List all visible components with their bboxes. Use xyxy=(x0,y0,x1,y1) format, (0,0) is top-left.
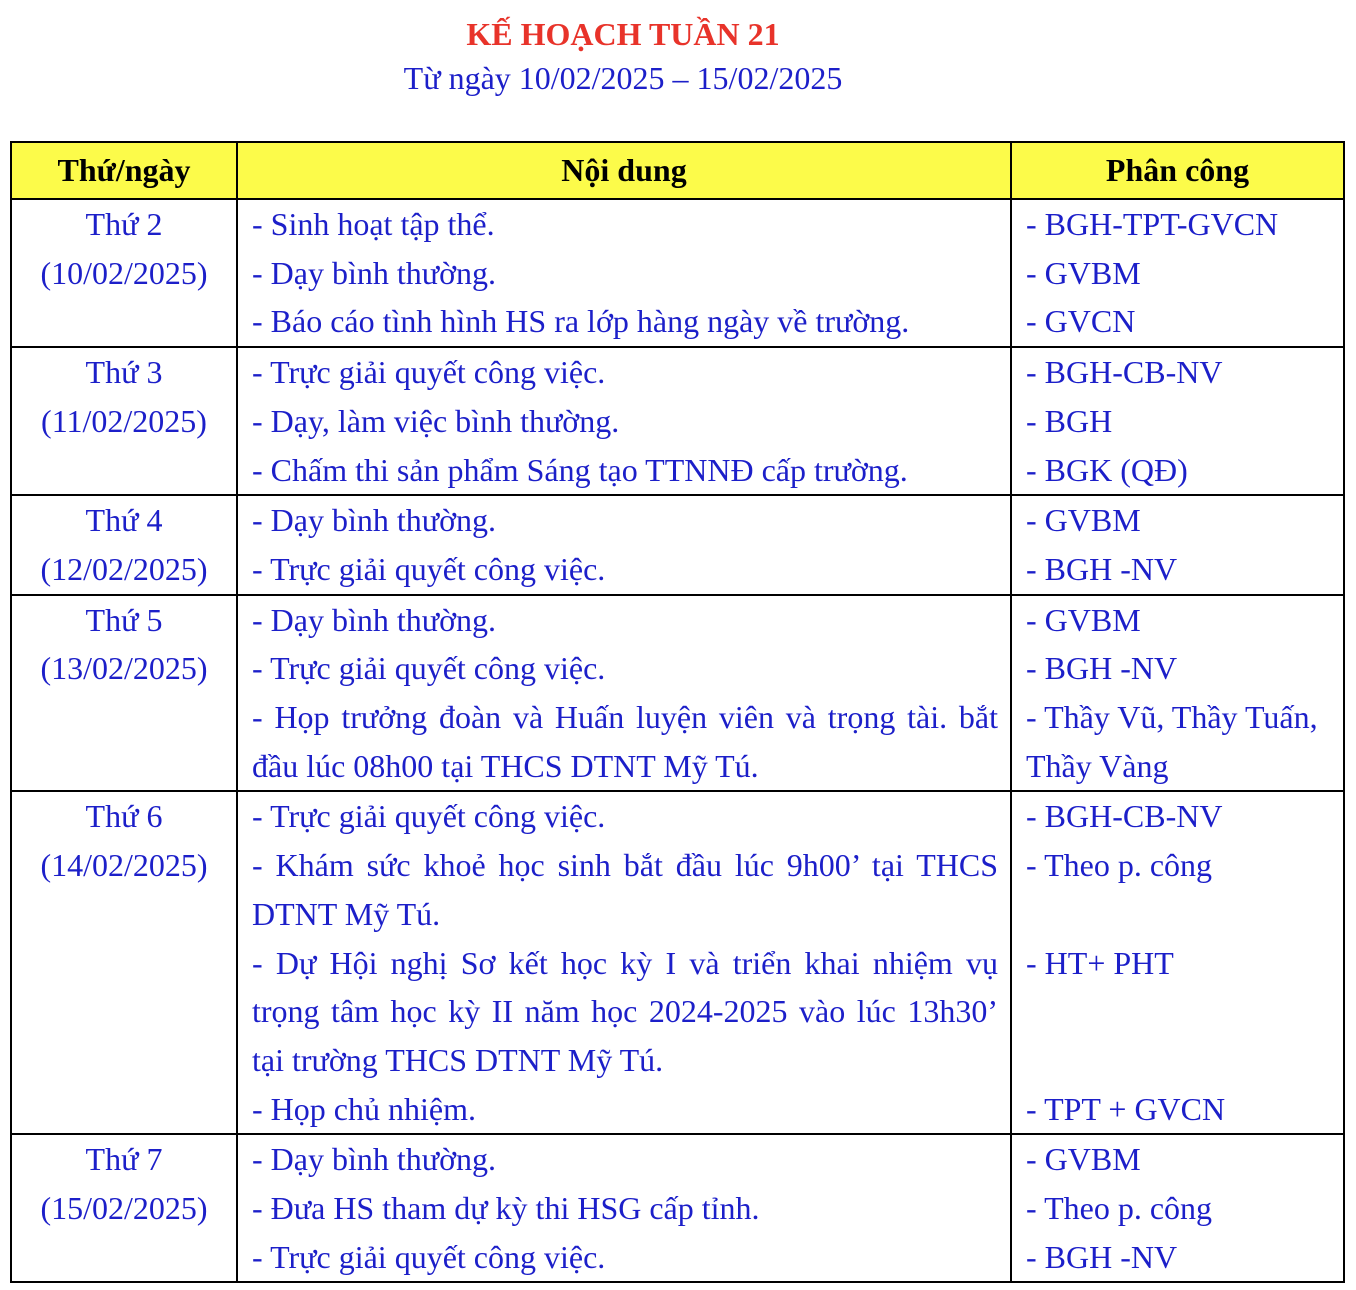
content-item: - Trực giải quyết công việc. xyxy=(252,354,606,391)
content-item: - Đưa HS tham dự kỳ thi HSG cấp tỉnh. xyxy=(252,1190,760,1227)
assign-cell xyxy=(1011,495,1344,594)
assign-item: - BGH-CB-NV xyxy=(1026,354,1223,391)
assign-spacer xyxy=(1026,987,1335,1036)
content-item: - Họp trưởng đoàn và Huấn luyện viên và trọng tài. bắt đầu lúc 08h00 tại THCS DTNT Mỹ Tú. xyxy=(252,699,998,784)
content-item: - Chấm thi sản phẩm Sáng tạo TTNNĐ cấp trường. xyxy=(252,451,908,488)
assign-item: - Theo p. công xyxy=(1026,1190,1213,1227)
assign-item: - BGH xyxy=(1026,402,1113,439)
table-row xyxy=(11,595,1344,792)
content-item: - Trực giải quyết công việc. xyxy=(252,798,606,835)
schedule-table xyxy=(10,141,1345,1283)
assign-item: - BGH -NV xyxy=(1026,550,1178,587)
assign-spacer xyxy=(1026,1036,1335,1085)
day-cell xyxy=(11,791,237,1134)
page-title: KẾ HOẠCH TUẦN 21 xyxy=(466,16,780,52)
day-date: (12/02/2025) xyxy=(40,550,208,587)
day-label: Thứ 4 xyxy=(85,502,163,539)
day-cell xyxy=(11,199,237,347)
content-item: - Trực giải quyết công việc. xyxy=(252,1238,606,1275)
content-cell xyxy=(237,347,1011,495)
assign-item: - GVCN xyxy=(1026,303,1136,340)
assign-spacer xyxy=(1026,890,1335,939)
content-item: - Báo cáo tình hình HS ra lớp hàng ngày về trường. xyxy=(252,303,910,340)
content-item: - Trực giải quyết công việc. xyxy=(252,650,606,687)
assign-item: - BGH-CB-NV xyxy=(1026,798,1223,835)
day-cell xyxy=(11,1134,237,1282)
day-date: (11/02/2025) xyxy=(41,402,207,439)
content-cell xyxy=(237,1134,1011,1282)
assign-item: - GVBM xyxy=(1026,1141,1141,1178)
assign-item: - HT+ PHT xyxy=(1026,944,1174,981)
day-cell xyxy=(11,595,237,792)
content-item: - Dạy, làm việc bình thường. xyxy=(252,402,620,439)
content-cell xyxy=(237,495,1011,594)
day-date: (13/02/2025) xyxy=(40,650,208,687)
content-item: - Họp chủ nhiệm. xyxy=(252,1090,476,1127)
assign-item: - BGH -NV xyxy=(1026,650,1178,687)
column-header-content: Nội dung xyxy=(237,142,1011,199)
day-label: Thứ 6 xyxy=(85,798,163,835)
day-label: Thứ 7 xyxy=(85,1141,163,1178)
table-row xyxy=(11,199,1344,347)
assign-item: - TPT + GVCN xyxy=(1026,1090,1226,1127)
table-row xyxy=(11,1134,1344,1282)
day-label: Thứ 3 xyxy=(85,354,163,391)
table-row xyxy=(11,495,1344,594)
page-subtitle: Từ ngày 10/02/2025 – 15/02/2025 xyxy=(403,60,843,96)
assign-cell xyxy=(1011,1134,1344,1282)
content-item: - Dạy bình thường. xyxy=(252,1141,497,1178)
assign-item: - BGH-TPT-GVCN xyxy=(1026,206,1279,242)
content-item: - Dự Hội nghị Sơ kết học kỳ I và triển khai nhiệm vụ trọng tâm học kỳ II năm học 2024-2025 vào lúc 13h30’ tại trường THCS DTNT Mỹ Tú. xyxy=(252,944,998,1078)
assign-item: - Thầy Vũ, Thầy Tuấn, Thầy Vàng xyxy=(1026,699,1318,784)
content-cell xyxy=(237,791,1011,1134)
content-item: - Sinh hoạt tập thể. xyxy=(252,206,495,242)
assign-item: - GVBM xyxy=(1026,601,1141,638)
assign-item: - BGK (QĐ) xyxy=(1026,451,1188,488)
day-label: Thứ 5 xyxy=(85,601,163,638)
content-cell xyxy=(237,595,1011,792)
assign-cell xyxy=(1011,347,1344,495)
table-row xyxy=(11,791,1344,1134)
assign-cell xyxy=(1011,791,1344,1134)
day-date: (14/02/2025) xyxy=(40,847,208,884)
day-cell xyxy=(11,347,237,495)
column-header-assign: Phân công xyxy=(1011,142,1344,199)
table-row xyxy=(11,347,1344,495)
content-item: - Dạy bình thường. xyxy=(252,601,497,638)
assign-item: - GVBM xyxy=(1026,254,1141,291)
content-cell xyxy=(237,199,1011,347)
day-date: (10/02/2025) xyxy=(40,254,208,291)
content-item: - Dạy bình thường. xyxy=(252,254,497,291)
day-label: Thứ 2 xyxy=(85,206,163,242)
assign-cell xyxy=(1011,595,1344,792)
column-header-day: Thứ/ngày xyxy=(11,142,237,199)
content-item: - Dạy bình thường. xyxy=(252,502,497,539)
assign-item: - GVBM xyxy=(1026,502,1141,539)
content-item: - Khám sức khoẻ học sinh bắt đầu lúc 9h00’ tại THCS DTNT Mỹ Tú. xyxy=(252,847,998,932)
day-date: (15/02/2025) xyxy=(40,1190,208,1227)
content-item: - Trực giải quyết công việc. xyxy=(252,550,606,587)
table-header-row xyxy=(11,142,1344,199)
assign-cell xyxy=(1011,199,1344,347)
day-cell xyxy=(11,495,237,594)
assign-item: - Theo p. công xyxy=(1026,847,1213,884)
assign-item: - BGH -NV xyxy=(1026,1238,1178,1275)
